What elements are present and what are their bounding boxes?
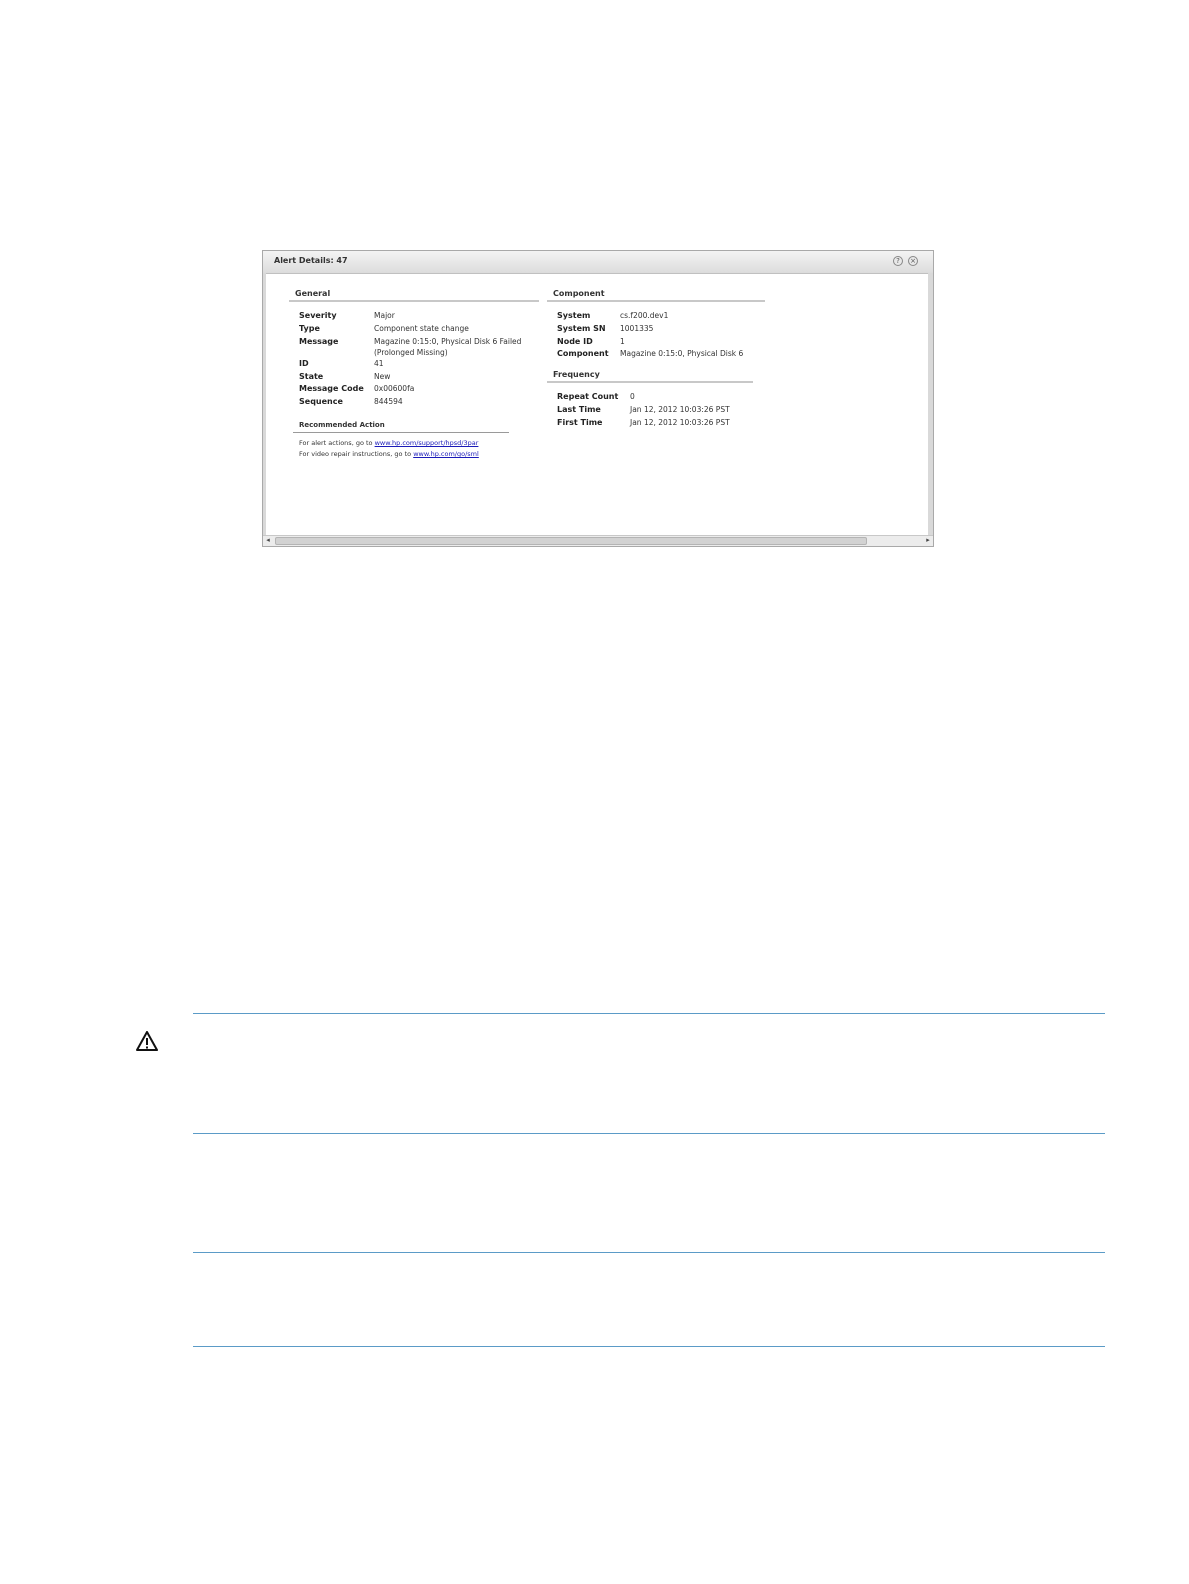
message-label: Message bbox=[299, 337, 339, 346]
state-value: New bbox=[374, 372, 391, 381]
first-time-label: First Time bbox=[557, 418, 603, 427]
warning-top-rule bbox=[193, 1013, 1105, 1014]
video-repair-line bbox=[299, 450, 479, 458]
alert-actions-text: For alert actions, go to bbox=[299, 439, 375, 447]
sequence-value: 844594 bbox=[374, 397, 403, 406]
warning-bottom-rule bbox=[193, 1133, 1105, 1134]
repeat-count-value: 0 bbox=[630, 392, 635, 401]
type-label: Type bbox=[299, 324, 320, 333]
repeat-count-label: Repeat Count bbox=[557, 392, 619, 401]
component-label: Component bbox=[557, 349, 609, 358]
sequence-label: Sequence bbox=[299, 397, 343, 406]
frequency-divider bbox=[547, 381, 753, 383]
id-value: 41 bbox=[374, 359, 384, 368]
scrollbar-thumb[interactable] bbox=[275, 537, 867, 545]
help-icon[interactable]: ? bbox=[893, 256, 903, 266]
last-time-label: Last Time bbox=[557, 405, 601, 414]
node-id-label: Node ID bbox=[557, 337, 593, 346]
scroll-right-arrow-icon[interactable]: ▸ bbox=[926, 536, 930, 544]
last-time-value: Jan 12, 2012 10:03:26 PST bbox=[630, 405, 730, 414]
system-sn-label: System SN bbox=[557, 324, 606, 333]
warning-triangle-icon bbox=[136, 1031, 158, 1051]
video-repair-link[interactable]: www.hp.com/go/sml bbox=[413, 450, 479, 458]
severity-value: Major bbox=[374, 311, 395, 320]
horizontal-scrollbar[interactable] bbox=[263, 535, 933, 546]
recommended-divider bbox=[293, 432, 509, 433]
message-code-value: 0x00600fa bbox=[374, 384, 415, 393]
alert-actions-line bbox=[299, 439, 478, 447]
close-icon[interactable]: × bbox=[908, 256, 918, 266]
alert-details-window bbox=[262, 250, 934, 547]
window-titlebar bbox=[263, 251, 933, 274]
component-value: Magazine 0:15:0, Physical Disk 6 bbox=[620, 349, 744, 358]
type-value: Component state change bbox=[374, 324, 469, 333]
video-repair-text: For video repair instructions, go to bbox=[299, 450, 414, 458]
state-label: State bbox=[299, 372, 324, 381]
severity-label: Severity bbox=[299, 311, 337, 320]
system-label: System bbox=[557, 311, 591, 320]
component-divider bbox=[547, 300, 765, 302]
general-divider bbox=[289, 300, 539, 302]
message-value: Magazine 0:15:0, Physical Disk 6 Failed bbox=[374, 337, 522, 346]
note-bottom-rule bbox=[193, 1346, 1105, 1347]
left-frame-border bbox=[263, 273, 266, 536]
general-heading: General bbox=[295, 289, 331, 298]
scroll-left-arrow-icon[interactable]: ◂ bbox=[266, 536, 270, 544]
system-sn-value: 1001335 bbox=[620, 324, 654, 333]
window-title: Alert Details: 47 bbox=[274, 256, 348, 265]
alert-actions-link[interactable]: www.hp.com/support/hpsd/3par bbox=[374, 439, 479, 447]
recommended-action-heading: Recommended Action bbox=[299, 421, 385, 429]
first-time-value: Jan 12, 2012 10:03:26 PST bbox=[630, 418, 730, 427]
id-label: ID bbox=[299, 359, 309, 368]
node-id-value: 1 bbox=[620, 337, 625, 346]
note-top-rule bbox=[193, 1252, 1105, 1253]
message-value-cont: (Prolonged Missing) bbox=[374, 348, 448, 357]
frequency-heading: Frequency bbox=[553, 370, 600, 379]
vertical-scrollbar[interactable] bbox=[928, 273, 933, 536]
system-value: cs.f200.dev1 bbox=[620, 311, 669, 320]
message-code-label: Message Code bbox=[299, 384, 364, 393]
component-heading: Component bbox=[553, 289, 605, 298]
